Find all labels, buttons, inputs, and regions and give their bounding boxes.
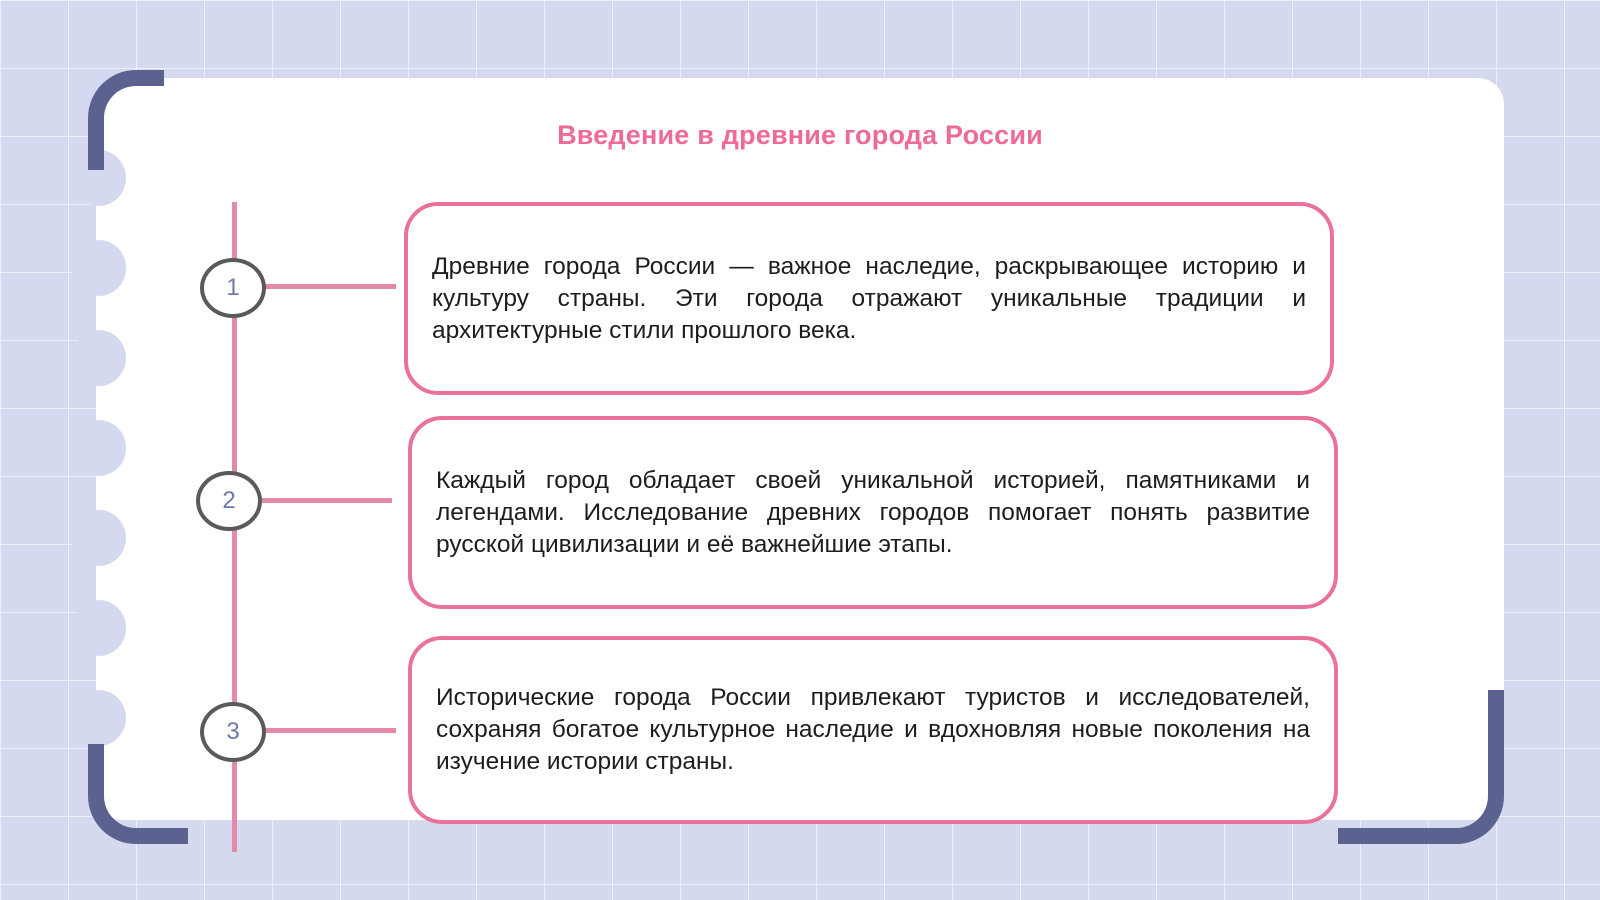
- info-card-3: [408, 636, 1338, 824]
- card-text: Древние города России — важное наследие, раскрывающее историю и культуру страны. Эти города отражают уникальные традиции и архитектурные стили прошлого века.: [432, 252, 1306, 344]
- card-text: Каждый город обладает своей уникальной историей, памятниками и легендами. Исследование древних городов помогает понять развитие русской цивилизации и её важнейшие этапы.: [436, 466, 1310, 558]
- timeline-connector: [262, 728, 396, 733]
- paper-scallop: [72, 240, 126, 296]
- marker-number: 2: [222, 487, 236, 514]
- corner-bracket-top-left: [88, 70, 164, 170]
- timeline-connector: [262, 284, 396, 289]
- timeline-marker-3: [200, 702, 266, 762]
- slide-title: Введение в древние города России: [557, 120, 1043, 150]
- paper-scallop: [72, 600, 126, 656]
- info-card-1: [404, 202, 1334, 395]
- paper-scallop: [72, 330, 126, 386]
- corner-bracket-bottom-right: [1338, 690, 1504, 844]
- paper-scallop: [72, 510, 126, 566]
- paper-scallop: [72, 690, 126, 746]
- card-text: Исторические города России привлекают туристов и исследователей, сохраняя богатое культурное наследие и вдохновляя новые поколения на изучение истории страны.: [436, 684, 1310, 775]
- marker-number: 3: [226, 718, 240, 745]
- info-card-2: [408, 416, 1338, 609]
- paper-scallop: [72, 420, 126, 476]
- timeline-marker-2: [196, 471, 262, 531]
- marker-number: 1: [226, 274, 240, 301]
- timeline-marker-1: [200, 258, 266, 318]
- timeline-connector: [258, 498, 392, 503]
- corner-bracket-bottom-left: [88, 744, 188, 844]
